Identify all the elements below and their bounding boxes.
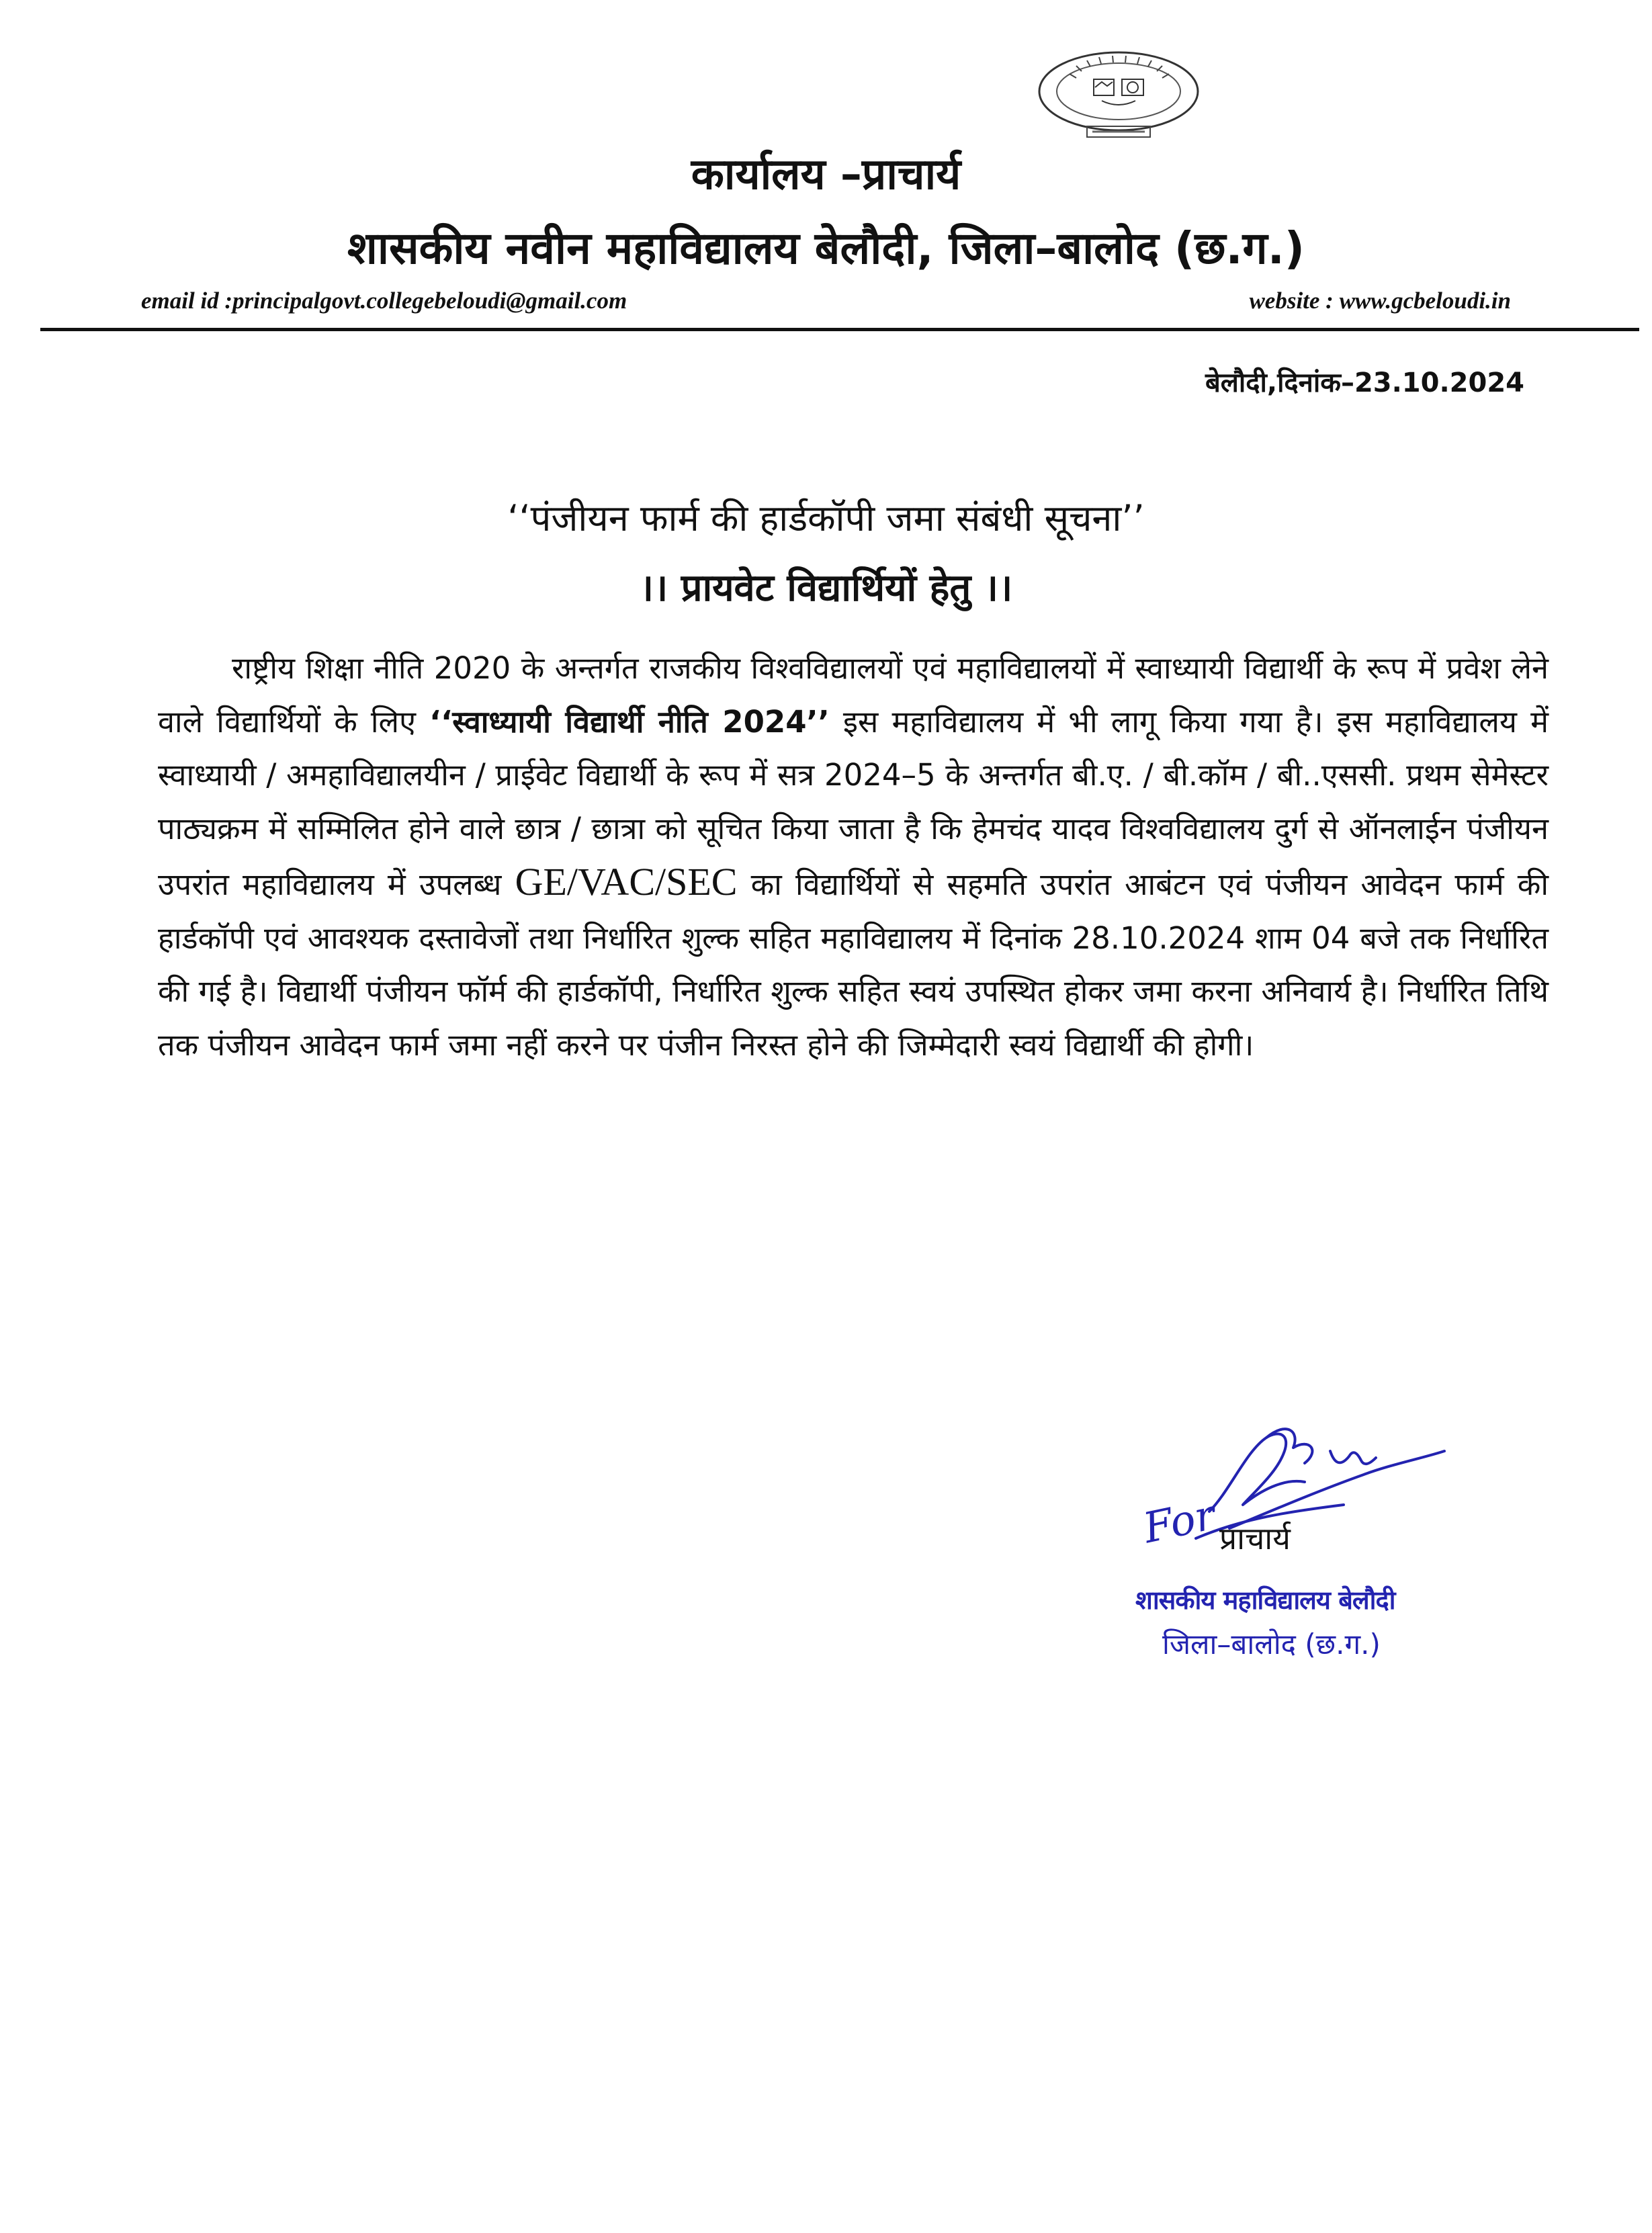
body-part-2: इस महाविद्यालय में भी लागू किया गया है। इस महाविद्यालय में स्वाध्यायी / अमहाविद्यालयीन / प्राईवेट विद्यार्थी के रूप में सत्र 2024–5 के अन्तर्गत बी.ए. / बी.कॉम / बी..एससी. प्रथम सेमेस्टर पाठ्यक्रम में सम्मिलित होने वाले छात्र / छात्रा को सूचित किया जाता है कि हेमचंद यादव विश्वविद्यालय दुर्ग से ऑनलाईन पंजीयन उपरांत महाविद्यालय में उपलब्ध [158, 703, 1549, 902]
college-emblem-icon [1028, 47, 1209, 141]
signatory-designation: प्राचार्य [1219, 1520, 1291, 1557]
signature-for: For [1139, 1489, 1220, 1553]
header-divider [40, 328, 1639, 331]
body-part-3: का विद्यार्थियों से सहमति उपरांत आबंटन एवं पंजीयन आवेदन फार्म की हार्डकॉपी एवं आवश्यक दस्तावेजों तथा निर्धारित शुल्क सहित महाविद्यालय में दिनांक 28.10.2024 शाम 04 बजे तक निर्धारित की गई है। विद्यार्थी पंजीयन फॉर्म की हार्डकॉपी, निर्धारित शुल्क सहित स्वयं उपस्थित होकर जमा करना अनिवार्य है। निर्धारित तिथि तक पंजीयन आवेदन फार्म जमा नहीं करने पर पंजीन निरस्त होने की जिम्मेदारी स्वयं विद्यार्थी की होगी। [158, 867, 1549, 1063]
course-codes: GE/VAC/SEC [515, 860, 738, 904]
stamp-college-name: शासकीय महाविद्यालय बेलौदी [1135, 1585, 1395, 1615]
website-address: website : www.gcbeloudi.in [1249, 288, 1511, 314]
notice-body [158, 642, 1549, 1071]
body-part-1: राष्ट्रीय शिक्षा नीति 2020 के अन्तर्गत राजकीय विश्वविद्यालयों एवं महाविद्यालयों में स्वाध्यायी विद्यार्थी के रूप में प्रवेश लेने वाले विद्यार्थियों के लिए [158, 650, 1549, 740]
office-title: कार्यालय –प्राचार्य [691, 150, 961, 200]
college-name: शासकीय नवीन महाविद्यालय बेलौदी, जिला–बालोद (छ.ग.) [347, 222, 1305, 274]
email-address: email id :principalgovt.collegebeloudi@gmail.com [141, 288, 627, 314]
policy-name: ‘‘स्वाध्यायी विद्यार्थी नीति 2024’’ [429, 703, 830, 740]
notice-audience: ।। प्रायवेट विद्यार्थियों हेतु ।। [639, 566, 1013, 610]
stamp-district: जिला–बालोद (छ.ग.) [1162, 1628, 1381, 1661]
issue-date: बेलौदी,दिनांक–23.10.2024 [1205, 367, 1524, 398]
notice-subject: ‘‘पंजीयन फार्म की हार्डकॉपी जमा संबंधी सूचना’’ [507, 497, 1145, 539]
